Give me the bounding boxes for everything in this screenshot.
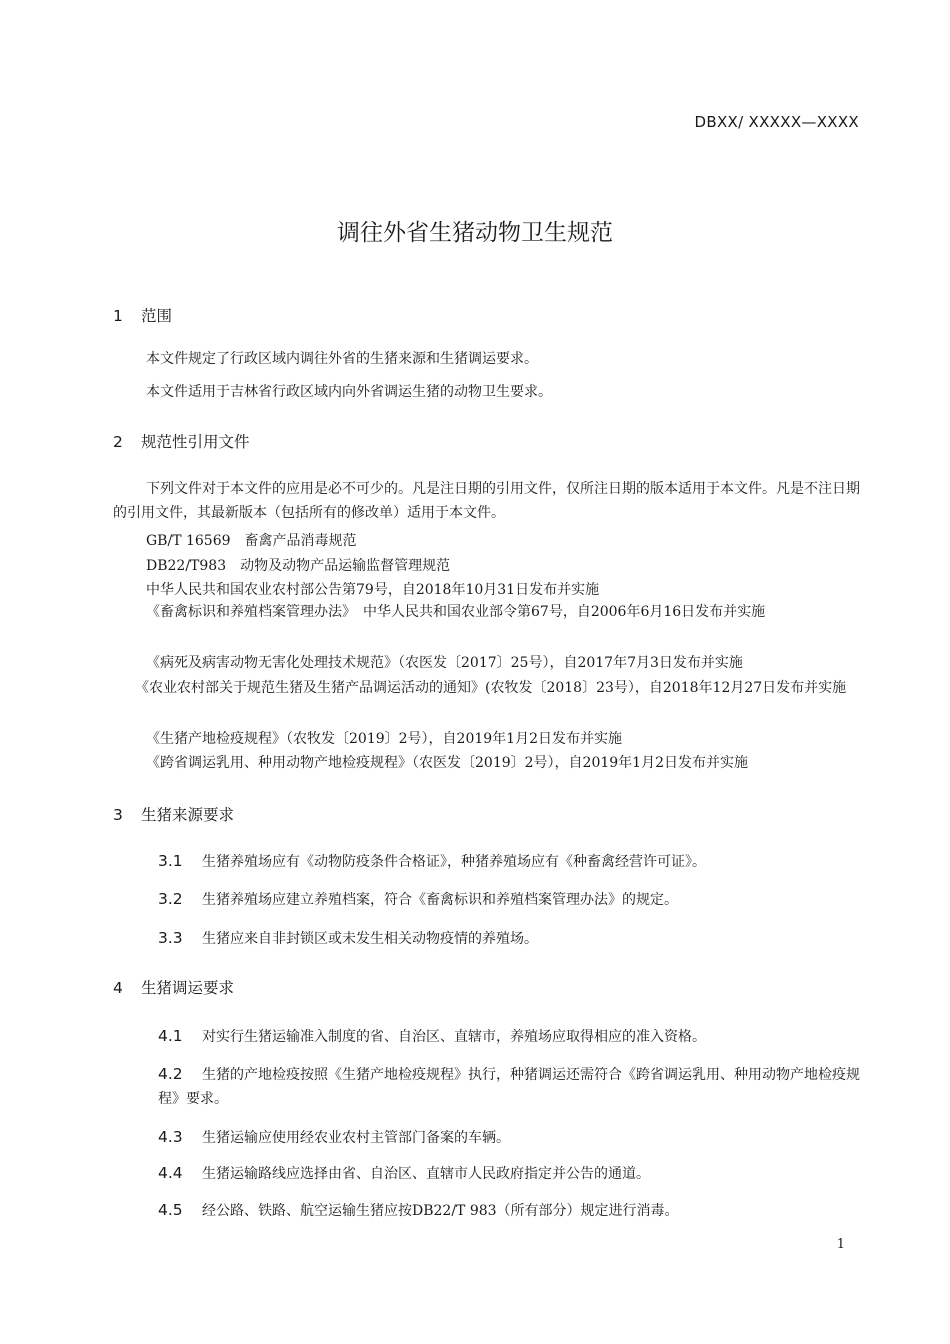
reference-item: 《病死及病害动物无害化处理技术规范》（农医发〔2017〕25号），自2017年7月3日发布并实施 (146, 655, 743, 671)
reference-item: 《农业农村部关于规范生猪及生猪产品调运活动的通知》(农牧发〔2018〕23号），自2018年12月27日发布并实施 (135, 680, 847, 696)
clause-item: 4.4 生猪运输路线应选择由省、自治区、直辖市人民政府指定并公告的通道。 (158, 1164, 650, 1182)
clause-item: 3.1 生猪养殖场应有《动物防疫条件合格证》，种猪养殖场应有《种畜禽经营许可证》。 (158, 852, 706, 870)
section-heading-1: 1 范围 (113, 307, 173, 325)
page-number: 1 (836, 1237, 845, 1252)
reference-item: DB22/T983 动物及动物产品运输监督管理规范 (146, 558, 451, 574)
section-heading-3: 3 生猪来源要求 (113, 806, 235, 824)
clause-item: 4.3 生猪运输应使用经农业农村主管部门备案的车辆。 (158, 1128, 510, 1146)
clause-item: 3.3 生猪应来自非封锁区或未发生相关动物疫情的养殖场。 (158, 929, 538, 947)
section-heading-4: 4 生猪调运要求 (113, 979, 235, 997)
clause-item: 3.2 生猪养殖场应建立养殖档案，符合《畜禽标识和养殖档案管理办法》的规定。 (158, 890, 678, 908)
document-title: 调往外省生猪动物卫生规范 (337, 220, 613, 246)
reference-item: 《畜禽标识和养殖档案管理办法》 中华人民共和国农业部令第67号，自2006年6月16日发布并实施 (146, 604, 766, 620)
clause-item: 4.1 对实行生猪运输准入制度的省、自治区、直辖市，养殖场应取得相应的准入资格。 (158, 1027, 706, 1045)
reference-item: 中华人民共和国农业农村部公告第79号，自2018年10月31日发布并实施 (146, 582, 600, 598)
standard-code: DBXX/ XXXXX—XXXX (694, 113, 859, 131)
reference-item: GB/T 16569 畜禽产品消毒规范 (146, 533, 357, 549)
clause-item: 4.5 经公路、铁路、航空运输生猪应按DB22/T 983（所有部分）规定进行消毒。 (158, 1201, 679, 1219)
reference-item: 《生猪产地检疫规程》（农牧发〔2019〕2号），自2019年1月2日发布并实施 (146, 731, 622, 747)
paragraph: 本文件适用于吉林省行政区域内向外省调运生猪的动物卫生要求。 (146, 384, 552, 400)
section-heading-2: 2 规范性引用文件 (113, 433, 250, 451)
paragraph: 本文件规定了行政区域内调往外省的生猪来源和生猪调运要求。 (146, 351, 538, 367)
clause-item: 4.2 生猪的产地检疫按照《生猪产地检疫规程》执行，种猪调运还需符合《跨省调运乳用、种用动物产地检疫规程》要求。 (158, 1065, 860, 1107)
reference-item: 《跨省调运乳用、种用动物产地检疫规程》（农医发〔2019〕2号），自2019年1月2日发布并实施 (146, 755, 748, 771)
paragraph: 下列文件对于本文件的应用是必不可少的。凡是注日期的引用文件，仅所注日期的版本适用于本文件。凡是不注日期的引用文件，其最新版本（包括所有的修改单）适用于本文件。 (113, 481, 860, 521)
